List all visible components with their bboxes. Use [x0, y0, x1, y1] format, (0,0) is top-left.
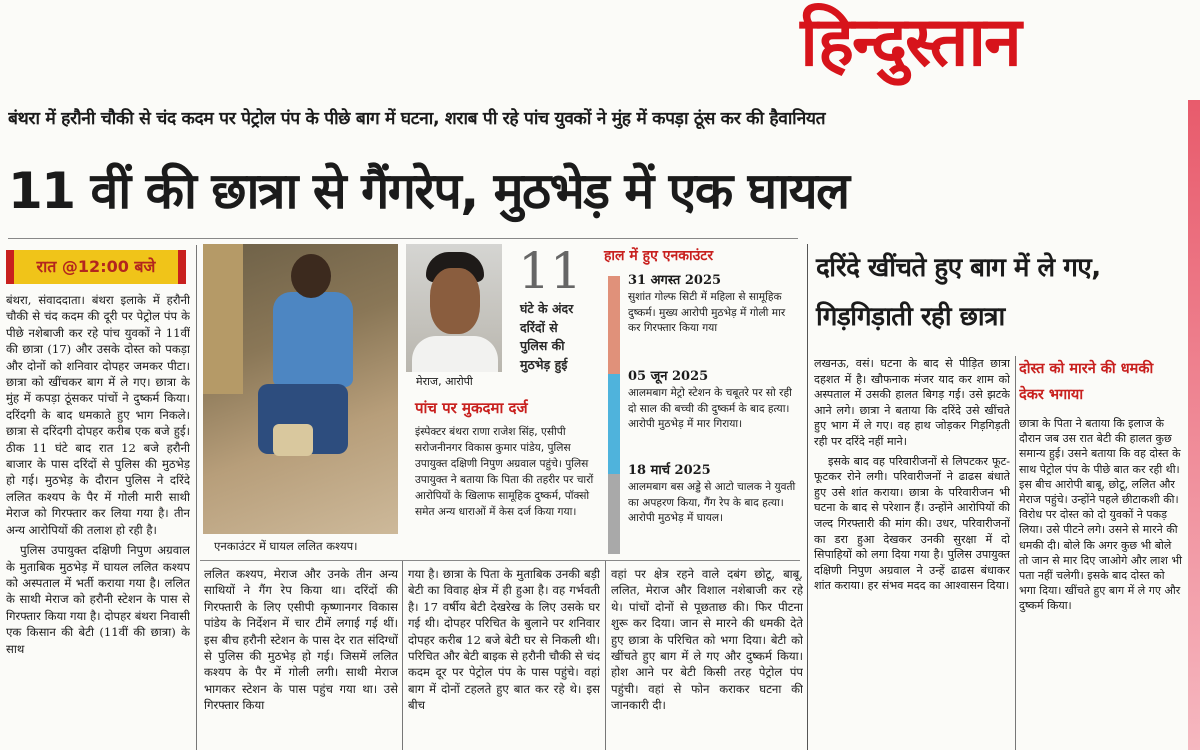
photo2-face — [430, 268, 480, 334]
encounters-box — [604, 244, 800, 554]
photo2-caption: मेराज, आरोपी — [416, 375, 473, 388]
rule-above-bottom-columns — [200, 560, 800, 561]
friend-box-title: दोस्त को मारने की धमकी देकर भगाया — [1019, 361, 1154, 403]
encounter-text: आलमबाग मेट्रो स्टेशन के चबूतरे पर सो रही दो साल की बच्ची की दुष्कर्म के बाद हत्या। आरोपी मुठभेड़ में मार गिराया। — [628, 387, 792, 430]
photo1-police-figure — [203, 244, 243, 394]
divider-col1 — [196, 245, 197, 750]
hours-number: 11 — [518, 242, 582, 300]
divider-col2 — [402, 560, 403, 750]
friend-box-body: छात्रा के पिता ने बताया कि इलाज के दौरान जब उस रात बेटी की हालत कुछ समान्य हुई। उसने बताया कि वह दोस्त के साथ पेट्रोल पंप के पीछे बात कर रही थी। इस बीच आरोपी बाबू, छोटू, ललित और मेराज पहुंचे। उन्होंने पहले छीटाकशी की। विरोध पर दोस्त को दो युवकों ने पकड़ लिया। उसे पीटने लगे। उसने से मारने की धमकी दी। बोले कि अगर कुछ भी बोले तो जान से मार दिए जाओगे और लाश भी पता नहीं चलेगी। इसके बाद दोस्त को भगा दिया। खींचते हुए बाग में ले गए और दुष्कर्म किया। — [1019, 417, 1182, 613]
photo-accused-meraj — [406, 244, 502, 372]
photo1-figure-shirt — [273, 292, 353, 387]
encounter-date: 05 जून 2025 — [628, 369, 709, 384]
encounters-title: हाल में हुए एनकाउंटर — [604, 248, 714, 264]
edge-strip — [1188, 100, 1200, 750]
side-story-paragraph-1: लखनऊ, वसं। घटना के बाद से पीड़ित छात्रा दहशत में है। खौफनाक मंजर याद कर शाम को अस्पताल में उसकी हालत बिगड़ गई। उसे झटके आने लगे। छात्रा ने बताया कि दरिंदे उसे खींचते हुए भाग में ले गए। वह हाथ जोड़कर गिड़गिड़ती रही पर दरिंदे नहीं माने। — [814, 357, 1010, 448]
time-badge-left-tab — [6, 250, 14, 284]
headline: 11 वीं की छात्रा से गैंगरेप, मुठभेड़ में एक घायल — [8, 162, 849, 220]
time-badge-right-tab — [178, 250, 186, 284]
col1-paragraph-2: पुलिस उपायुक्त दक्षिणी निपुण अग्रवाल के मुताबिक मुठभेड़ में घायल ललित कश्यप को अस्पताल में भर्ती कराया गया है। ललित के साथी मेराज को हरौनी स्टेशन के पास से गिरफ्तार किया गया है। दोपहर बंथरा निवासी एक किसान की बेटी (11वीं की छात्रा) के साथ — [6, 543, 190, 656]
photo1-figure-head — [291, 254, 331, 298]
time-badge-text: रात @12:00 बजे — [36, 257, 156, 276]
photo-injured-accused — [203, 244, 398, 534]
encounter-item — [628, 272, 800, 337]
side-story-paragraph-2: इसके बाद वह परिवारीजनों से लिपटकर फूट-फूटकर रोने लगी। परिवारीजनों ने ढाढस बंधाते हुए उसे शांत कराया। छात्रा के परिवारीजन भी घटना के बाद से परेशान हैं। उन्होंने आरोपियों की जल्द गिरफ्तारी की मांग की। उधर, परिवारीजनों का डरा हुआ देखकर उनकी सुरक्षा में दो सिपाहियों को लगा दिया गया है। पुलिस उपायुक्त दक्षिणी निपुण अग्रवाल ने उन्हें ढाढस बंधाकर शांत कराया। हर संभव मदद का आश्वासन दिया। — [814, 454, 1010, 593]
encounter-item — [628, 462, 800, 527]
divider-right-section — [807, 244, 808, 750]
time-badge — [6, 250, 186, 284]
bottom-column-4: वहां पर क्षेत्र रहने वाले दबंग छोटू, बाबू, ललित, मेराज और विशाल नशेबाजी कर रहे थे। पांचों दोनों से पूछताछ की। फिर पीटना शुरू कर दिया। जान से मारने की धमकी देते हुए छात्रा के परिचित को भगा दिया। बेटी को खींचते हुए बाग में ले गए और दुष्कर्म किया। होश आने पर बेटी किसी तरह पेट्रोल पंप पहुंची। वहां से फोन कराकर घटना की जानकारी दी। — [611, 567, 803, 713]
timeline-bar-1 — [608, 276, 620, 374]
encounter-text: सुशांत गोल्फ सिटी में महिला से सामूहिक दुष्कर्म। मुख्य आरोपी मुठभेड़ में गोली मार कर गिरफ्तार किया गया — [628, 291, 786, 334]
rule-under-headline — [8, 238, 798, 239]
photo2-shirt — [412, 336, 498, 372]
case-box-title: पांच पर मुकदमा दर्ज — [415, 399, 528, 417]
masthead: हिन्दुस्तान — [800, 3, 1020, 82]
divider-friend-box — [1015, 356, 1016, 750]
side-story — [814, 356, 1010, 750]
col1-paragraph-1: बंथरा, संवाददाता। बंथरा इलाके में हरौनी चौकी से चंद कदम की दूरी पर पेट्रोल पंप के पीछे नशेबाजी कर रहे पांच युवकों ने 11वीं की छात्रा (17) और उसके दोस्त को पकड़ा और दोनों को शनिवार दोपहर जमकर पीटा। छात्रा को खींचकर बाग में ले गए। छात्रा के मुंह में कपड़ा ठूंसकर पांचों ने दुष्कर्म किया। दरिंदगी के बाद धमकाते हुए भाग निकले। छात्रा से दरिंदगी दोपहर करीब एक बजे हुई। ठीक 11 घंटे बाद रात 12 बजे हरौनी बाजार के पास दरिंदों से पुलिस की मुठभेड़ हो गई। मुठभेड़ के दौरान पुलिस ने दरिंदे ललित कश्यप के पैर में गोली मारी साथी मेराज को गिरफ्तार कर लिया गया है। तीन अन्य आरोपियों की तलाश हो रही है। — [6, 293, 190, 537]
encounter-item — [628, 368, 800, 433]
side-headline: दरिंदे खींचते हुए बाग में ले गए, गिड़गिड़ाती रही छात्रा — [816, 253, 1101, 332]
photo1-bandage — [273, 424, 313, 456]
divider-col3 — [605, 560, 606, 750]
hours-text: घंटे के अंदर दरिंदों से पुलिस की मुठभेड़ हुई — [520, 301, 574, 372]
timeline-bar-2 — [608, 374, 620, 474]
encounter-date: 18 मार्च 2025 — [628, 463, 711, 478]
column-1 — [6, 292, 190, 750]
case-box-body: इंस्पेक्टर बंथरा राणा राजेश सिंह, एसीपी सरोजनीनगर विकास कुमार पांडेय, पुलिस उपायुक्त दक्षिणी निपुण अग्रवाल पहुंचे। पुलिस उपायुक्त ने बताया कि पिता की तहरीर पर चारों आरोपियों के खिलाफ सामूहिक दुष्कर्म, पॉक्सो समेत अन्य धाराओं में केस दर्ज किया गया। — [415, 426, 594, 518]
bottom-column-3: गया है। छात्रा के पिता के मुताबिक उनकी बड़ी बेटी का विवाह क्षेत्र में ही हुआ है। वह गर्भवती है। 17 वर्षीय बेटी देखरेख के लिए उसके घर गई थी। दोपहर परिचित के बुलाने पर शनिवार दोपहर करीब 12 बजे बेटी घर से निकली थी। परिचित और बेटी बाइक से हरौनी चौकी से चंद कदम दूर पर पेट्रोल पंप के पास पहुंचे। वहां बाग में दोनों टहलते हुए बात कर रहे थे। इस बीच — [408, 567, 600, 713]
friend-box — [1019, 356, 1183, 750]
kicker: बंथरा में हरौनी चौकी से चंद कदम पर पेट्रोल पंप के पीछे बाग में घटना, शराब पी रहे पांच युवकों ने मुंह में कपड़ा ठूंस कर की हैवानियत — [8, 109, 826, 129]
encounter-date: 31 अगस्त 2025 — [628, 273, 722, 288]
timeline-bar-3 — [608, 474, 620, 554]
bottom-column-2: ललित कश्यप, मेराज और उनके तीन अन्य साथियों ने गैंग रेप किया था। दरिंदों की गिरफ्तारी के लिए एसीपी कृष्णानगर विकास पांडेय के निर्देशन में चार टीमें लगाई गई थीं। इस बीच हरौनी स्टेशन के पास देर रात संदिग्धों से पुलिस की मुठभेड़ हो गई। जिसमें ललित कश्यप के पैर में गोली लगी। साथी मेराज भागकर स्टेशन के पास पहुंच गया था। उसे गिरफ्तार किया — [204, 567, 398, 713]
encounter-text: आलमबाग बस अड्डे से आटो चालक ने युवती का अपहरण किया, गैंग रेप के बाद हत्या। आरोपी मुठभेड़ में घायल। — [628, 481, 796, 524]
photo1-caption: एनकाउंटर में घायल ललित कश्यप। — [214, 539, 358, 553]
